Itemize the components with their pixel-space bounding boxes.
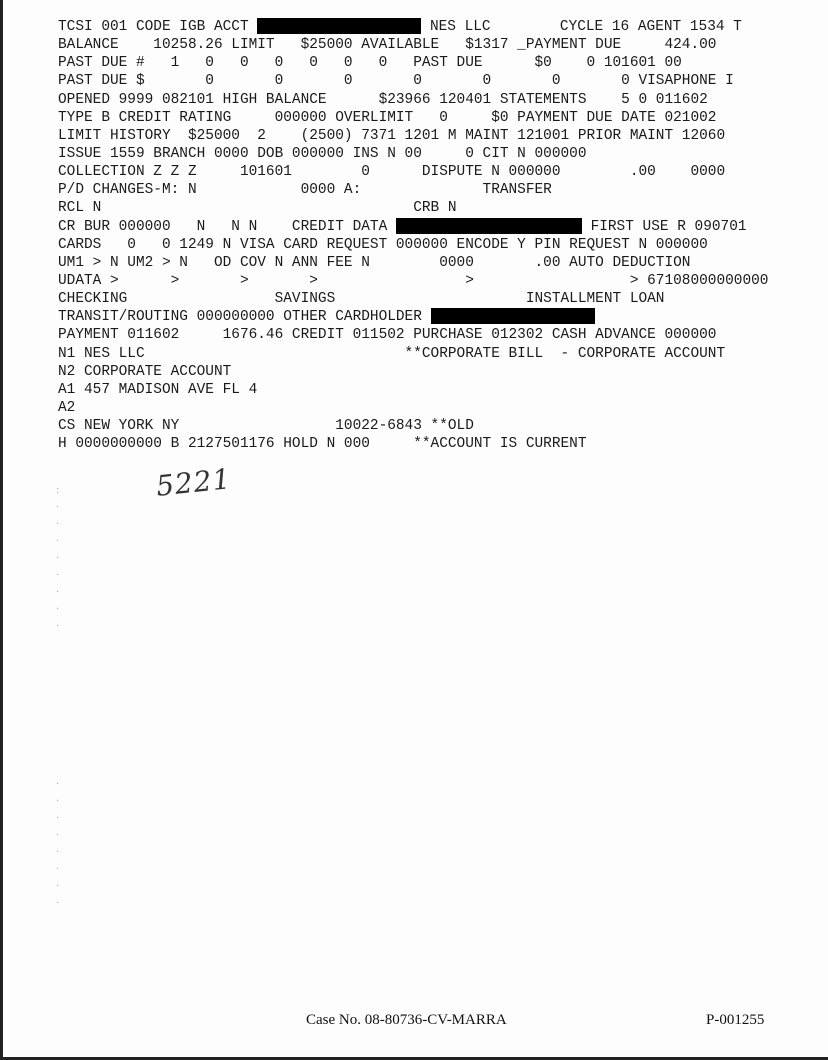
screen-line-16 [58, 290, 826, 308]
bates-number: P-001255 [706, 1012, 765, 1028]
screen-line-19 [58, 345, 826, 363]
screen-text: N1 NES LLC **CORPORATE BILL - CORPORATE ACCOUNT [58, 345, 726, 362]
screen-line-22 [58, 399, 826, 417]
screen-line-18 [58, 326, 826, 344]
screen-line-11 [58, 199, 826, 217]
redaction-bar [396, 218, 582, 234]
screen-line-9 [58, 163, 826, 181]
screen-line-2 [58, 36, 826, 54]
screen-line-14 [58, 254, 826, 272]
screen-text: A2 [58, 399, 76, 416]
screen-line-3 [58, 54, 826, 72]
screen-line-13 [58, 236, 826, 254]
screen-text: RCL N CRB N [58, 200, 457, 217]
case-number: Case No. 08-80736-CV-MARRA [306, 1012, 507, 1028]
screen-line-24 [58, 435, 826, 453]
screen-line-21 [58, 381, 826, 399]
screen-text: CHECKING SAVINGS INSTALLMENT LOAN [58, 291, 665, 308]
screen-text: NES LLC CYCLE 16 AGENT 1534 T [421, 19, 742, 35]
screen-text: CARDS 0 0 1249 N VISA CARD REQUEST 000000 ENCODE Y PIN REQUEST N 000000 [58, 236, 708, 253]
screen-line-10 [58, 181, 826, 199]
screen-text: P/D CHANGES-M: N 0000 A: TRANSFER [58, 182, 552, 199]
redaction-bar [257, 18, 421, 34]
screen-text: CS NEW YORK NY 10022-6843 **OLD [58, 418, 474, 435]
screen-line-20 [58, 363, 826, 381]
screen-line-17 [58, 308, 826, 326]
screen-line-8 [58, 145, 826, 163]
screen-text: PAYMENT 011602 1676.46 CREDIT 011502 PURCHASE 012302 CASH ADVANCE 000000 [58, 327, 717, 344]
screen-line-5 [58, 91, 826, 109]
terminal-screen-printout [58, 18, 826, 453]
scan-edge-left [0, 0, 3, 1060]
screen-line-23 [58, 417, 826, 435]
screen-line-12 [58, 218, 826, 236]
faint-margin-marks-lower: · · · · · · · · [56, 779, 60, 909]
screen-line-6 [58, 109, 826, 127]
screen-text: TYPE B CREDIT RATING 000000 OVERLIMIT 0 $0 PAYMENT DUE DATE 021002 [58, 109, 717, 126]
screen-text: PAST DUE $ 0 0 0 0 0 0 0 VISAPHONE I [58, 73, 734, 90]
screen-text: TRANSIT/ROUTING 000000000 OTHER CARDHOLDER [58, 309, 431, 326]
screen-text: CR BUR 000000 N N N CREDIT DATA [58, 218, 396, 235]
screen-text: ISSUE 1559 BRANCH 0000 DOB 000000 INS N 00 0 CIT N 000000 [58, 145, 587, 162]
screen-text: TCSI 001 CODE IGB ACCT [58, 19, 258, 35]
screen-text: H 0000000000 B 2127501176 HOLD N 000 **ACCOUNT IS CURRENT [58, 436, 587, 453]
screen-text: OPENED 9999 082101 HIGH BALANCE $23966 120401 STATEMENTS 5 0 011602 [58, 91, 708, 108]
screen-text: UM1 > N UM2 > N OD COV N ANN FEE N 0000 .00 AUTO DEDUCTION [58, 254, 691, 271]
faint-margin-marks-upper: : · · · · · · · · [56, 485, 60, 632]
screen-text: BALANCE 10258.26 LIMIT $25000 AVAILABLE $1317 _PAYMENT DUE 424.00 [58, 37, 717, 54]
screen-text: LIMIT HISTORY $25000 2 (2500) 7371 1201 M MAINT 121001 PRIOR MAINT 12060 [58, 127, 726, 144]
screen-line-7 [58, 127, 826, 145]
screen-text: FIRST USE R 090701 [581, 218, 747, 235]
redaction-bar [431, 308, 595, 324]
screen-line-4 [58, 72, 826, 90]
screen-line-15 [58, 272, 826, 290]
handwritten-note: 5221 [154, 462, 233, 503]
screen-text: N2 CORPORATE ACCOUNT [58, 363, 232, 380]
screen-text: COLLECTION Z Z Z 101601 0 DISPUTE N 000000 .00 0000 [58, 164, 726, 181]
screen-text: A1 457 MADISON AVE FL 4 [58, 381, 258, 398]
screen-text: UDATA > > > > > > 67108000000000 [58, 272, 769, 289]
screen-text: PAST DUE # 1 0 0 0 0 0 0 PAST DUE $0 0 101601 00 [58, 55, 682, 72]
screen-line-1 [58, 18, 826, 36]
